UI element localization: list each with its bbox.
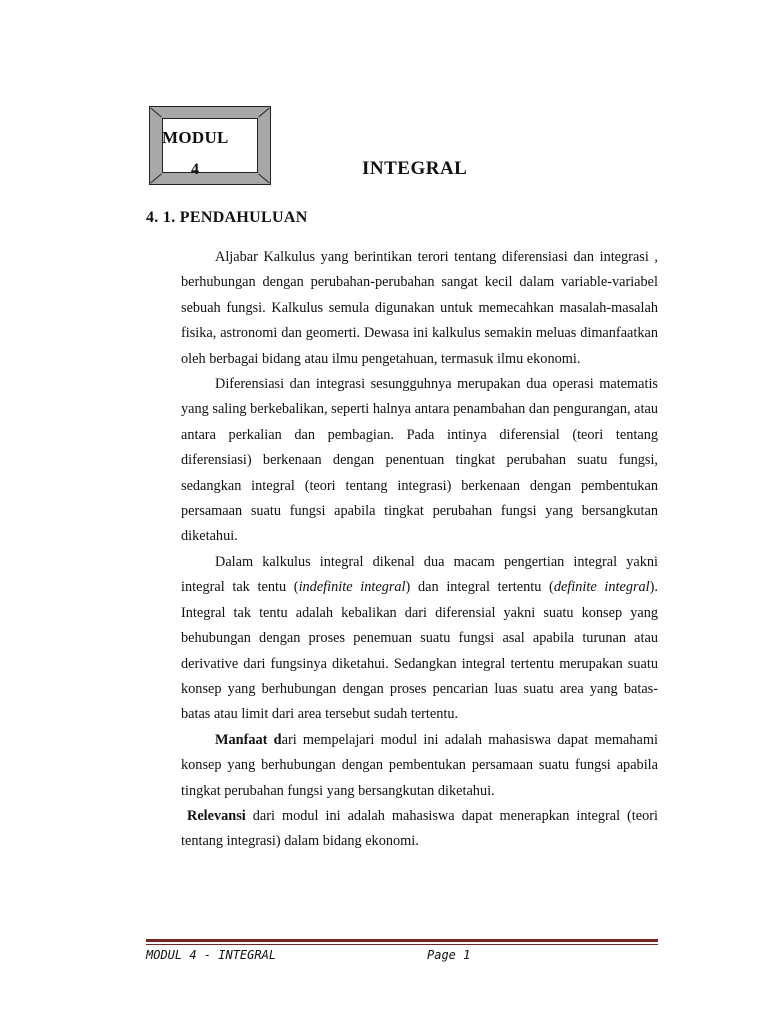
indefinite-integral-term: indefinite integral bbox=[298, 579, 406, 596]
box-bevel-bottom-right bbox=[258, 174, 269, 184]
box-bevel-bottom-left bbox=[150, 174, 161, 184]
paragraph-4 bbox=[181, 728, 658, 804]
definite-integral-term: definite integral bbox=[553, 579, 650, 596]
box-bevel-top-left bbox=[150, 108, 161, 118]
box-bevel-top-right bbox=[258, 108, 269, 118]
paragraph-3-text-c: ). Integral tak tentu adalah kebalikan dari diferensial yakni suatu konsep yang behubungan dengan proses penemuan suatu fungsi asal apabila turunan atau derivative dari fungsinya diketahui. Sedangkan integral tertentu merupakan suatu konsep yang berhubungan dengan proses pencarian luas suatu area yang batas-batas atau limit dari area tersebut sudah tertentu. bbox=[181, 579, 658, 723]
footer-rule-thick bbox=[146, 939, 658, 942]
footer-module-title: MODUL 4 - INTEGRAL bbox=[146, 948, 277, 962]
chapter-title: INTEGRAL bbox=[362, 158, 468, 179]
paragraph-3 bbox=[181, 550, 658, 728]
paragraph-5-text: dari modul ini adalah mahasiswa dapat menerapkan integral (teori tentang integrasi) dalam bidang ekonomi. bbox=[181, 807, 658, 850]
paragraph-3-text-a: Dalam kalkulus integral dikenal dua macam pengertian integral yakni integral tak tentu ( bbox=[181, 553, 658, 596]
paragraph-2: Diferensiasi dan integrasi sesungguhnya merupakan dua operasi matematis yang saling berkebalikan, seperti halnya antara penambahan dan pengurangan, atau antara perkalian dan pembagian. Pada intinya diferensial (teori tentang diferensiasi) berkenaan dengan penentuan tingkat perubahan suatu fungsi, sedangkan integral (teori tentang integrasi) berkenaan dengan pembentukan persamaan suatu fungsi apabila tingkat perubahan fungsi yang bersangkutan diketahui. bbox=[181, 376, 658, 545]
section-heading: 4. 1. PENDAHULUAN bbox=[146, 209, 308, 226]
body-text bbox=[181, 245, 658, 855]
footer-rule-thin bbox=[146, 944, 658, 945]
paragraph-5 bbox=[181, 804, 658, 855]
manfaat-term: Manfaat d bbox=[215, 731, 282, 748]
relevansi-term: Relevansi bbox=[187, 807, 246, 824]
module-number: 4 bbox=[191, 161, 199, 178]
module-label: MODUL bbox=[162, 128, 229, 147]
footer-page-number: Page 1 bbox=[427, 948, 471, 962]
paragraph-3-text-b: ) dan integral tertentu ( bbox=[405, 579, 554, 596]
paragraph-1: Aljabar Kalkulus yang berintikan terori tentang diferensiasi dan integrasi , berhubungan dengan perubahan-perubahan sangat kecil dalam variable-variabel sebuah fungsi. Kalkulus semula digunakan untuk memecahkan masalah-masalah fisika, astronomi dan geomerti. Dewasa ini kalkulus semakin meluas dimanfaatkan oleh berbagai bidang atau ilmu pengetahuan, termasuk ilmu ekonomi. bbox=[181, 249, 658, 367]
paragraph-4-text: ari mempelajari modul ini adalah mahasiswa dapat memahami konsep yang berhubungan dengan pembentukan persamaan suatu fungsi apabila tingkat perubahan fungsi yang bersangkutan diketahui. bbox=[181, 731, 658, 799]
